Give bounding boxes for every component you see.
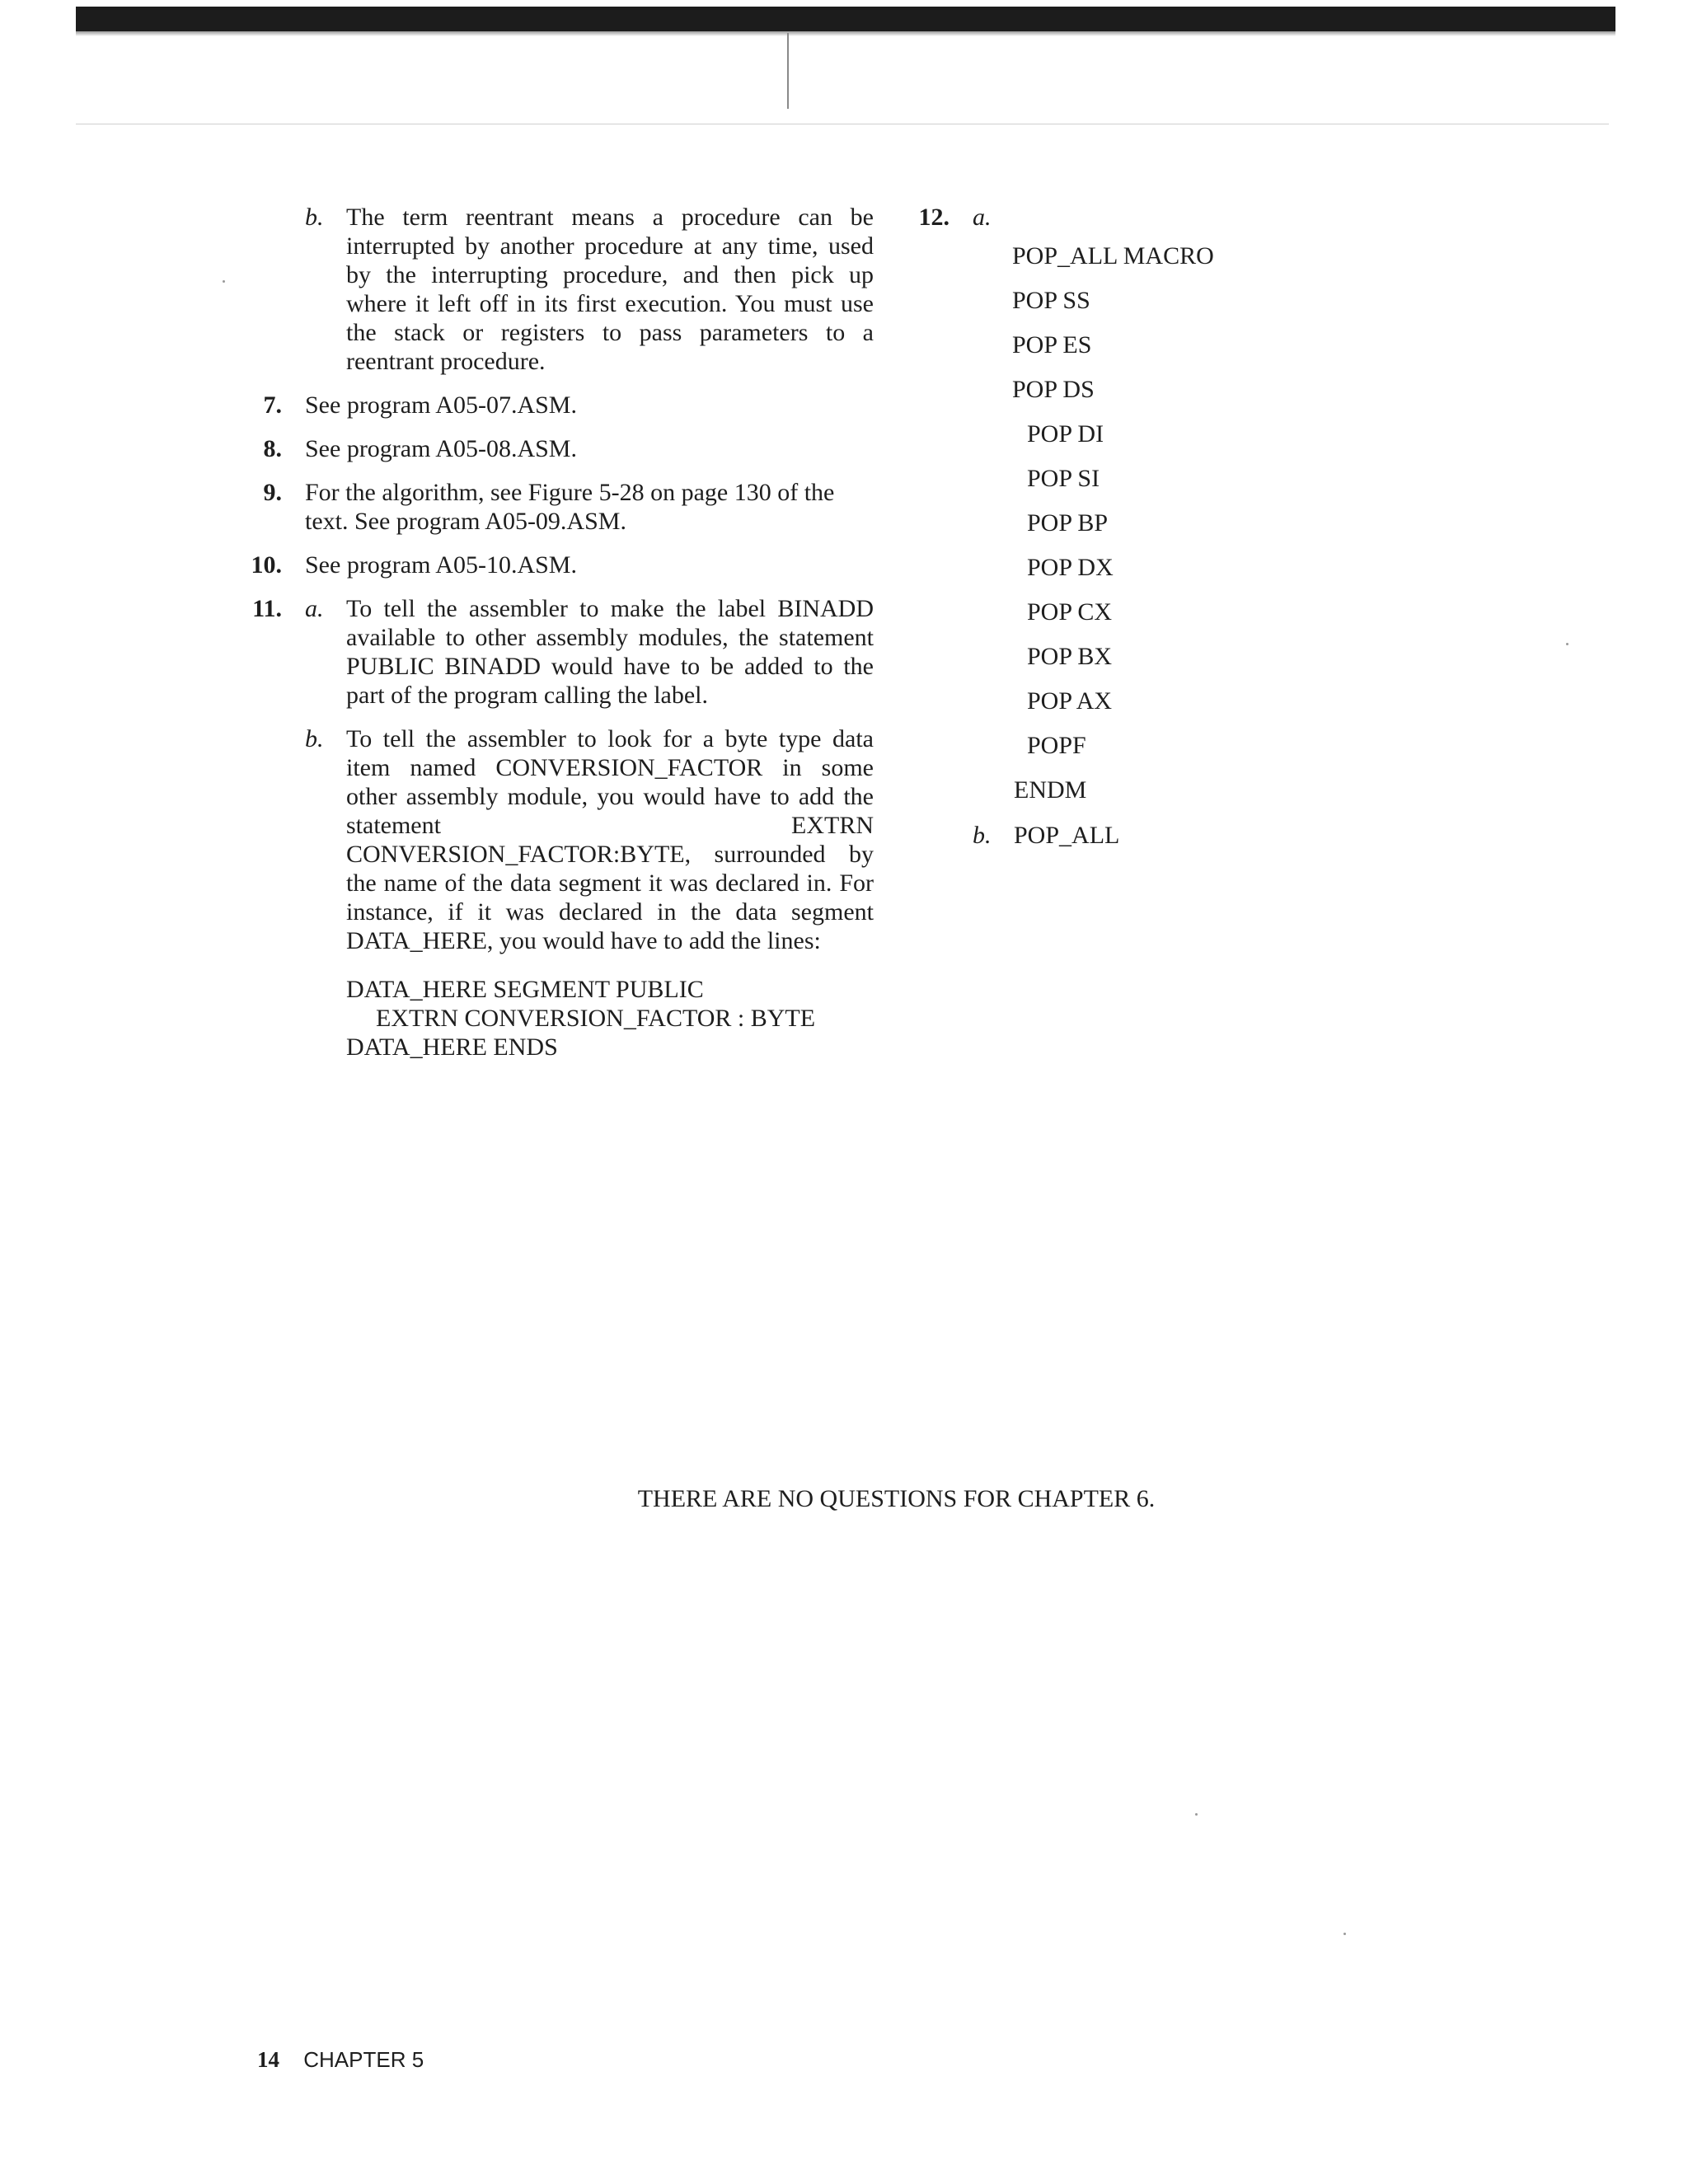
q12-letter-b: b. <box>973 822 992 849</box>
macro-line: POP CX <box>1027 598 1113 626</box>
scan-speck <box>223 280 225 283</box>
question-6b <box>239 203 874 376</box>
chapter-6-note: THERE ARE NO QUESTIONS FOR CHAPTER 6. <box>637 1485 1156 1512</box>
macro-line: POP DI <box>1027 420 1104 448</box>
scan-header-bar <box>76 7 1615 31</box>
scan-speck <box>1343 1933 1346 1935</box>
q12b-answer-text: POP_ALL <box>1014 822 1120 849</box>
macro-line: POP DS <box>1012 376 1095 403</box>
macro-line: POP DX <box>1027 554 1114 581</box>
scan-artifact-line <box>787 33 789 109</box>
macro-line: POPF <box>1027 732 1086 759</box>
macro-line: POP_ALL MACRO <box>1012 242 1214 269</box>
macro-line: POP BP <box>1027 509 1109 537</box>
question-number: 9. <box>263 479 282 506</box>
q10-answer-text: See program A05-10.ASM. <box>305 551 577 579</box>
question-9 <box>239 478 874 536</box>
q6-letter-b: b. <box>305 204 324 231</box>
question-10 <box>239 551 874 579</box>
q7-answer-text: See program A05-07.ASM. <box>305 391 577 419</box>
q11a-answer-text: To tell the assembler to make the label BINADD available to other assembly modules, the statement PUBLIC BINADD would have to be added to the part of the program calling the label. <box>346 595 874 709</box>
question-number: 12. <box>918 204 950 231</box>
right-column <box>907 203 1401 849</box>
q12-part-b <box>973 821 1119 850</box>
question-11 <box>239 594 874 955</box>
question-number: 7. <box>263 391 282 419</box>
code-snippet <box>239 975 874 1062</box>
question-number: 11. <box>252 595 282 622</box>
question-8 <box>239 434 874 463</box>
question-7 <box>239 391 874 419</box>
left-column <box>239 203 874 1062</box>
q11b-answer-text: To tell the assembler to look for a byte type data item named CONVERSION_FACTOR in some other assembly module, you would have to add the statement EXTRN CONVERSION_FACTOR:BYTE, surrounded by the name of the data segment it was declared in. For instance, if it was declared in the data segment DATA_HERE, you would have to add the lines: <box>346 725 874 954</box>
macro-line: POP AX <box>1027 687 1113 715</box>
code-line: EXTRN CONVERSION_FACTOR : BYTE <box>376 1005 816 1032</box>
scan-speck <box>1195 1813 1198 1816</box>
page-number: 14 <box>257 2047 279 2072</box>
question-number: 10. <box>251 551 282 579</box>
q6b-answer-text: The term reentrant means a procedure can be interrupted by another procedure at any time, used by the interrupting procedure, and then pick up where it left off in its first execution. You must use the stack or registers to pass parameters to a reentrant procedure. <box>346 204 874 375</box>
macro-line: POP BX <box>1027 643 1113 670</box>
macro-line: POP SS <box>1012 287 1090 314</box>
q11-letter-a: a. <box>305 595 324 622</box>
code-line: DATA_HERE ENDS <box>346 1033 558 1061</box>
macro-line: POP ES <box>1012 331 1092 359</box>
question-number: 8. <box>263 435 282 462</box>
q11-part-b <box>305 724 874 955</box>
chapter-label: CHAPTER 5 <box>303 2047 424 2072</box>
scan-header-shade <box>76 31 1615 36</box>
scan-speck <box>1566 643 1568 645</box>
question-12-header <box>907 203 1401 232</box>
code-line: DATA_HERE SEGMENT PUBLIC <box>346 976 704 1003</box>
q11-letter-b: b. <box>305 725 324 752</box>
page-footer <box>257 2047 424 2073</box>
q12-letter-a: a. <box>973 204 992 231</box>
q8-answer-text: See program A05-08.ASM. <box>305 435 577 462</box>
q11-part-a <box>305 594 874 710</box>
macro-line: ENDM <box>1014 776 1087 804</box>
q9-answer-text: For the algorithm, see Figure 5-28 on page 130 of the text. See program A05-09.ASM. <box>305 479 835 535</box>
macro-line: POP SI <box>1027 465 1100 492</box>
